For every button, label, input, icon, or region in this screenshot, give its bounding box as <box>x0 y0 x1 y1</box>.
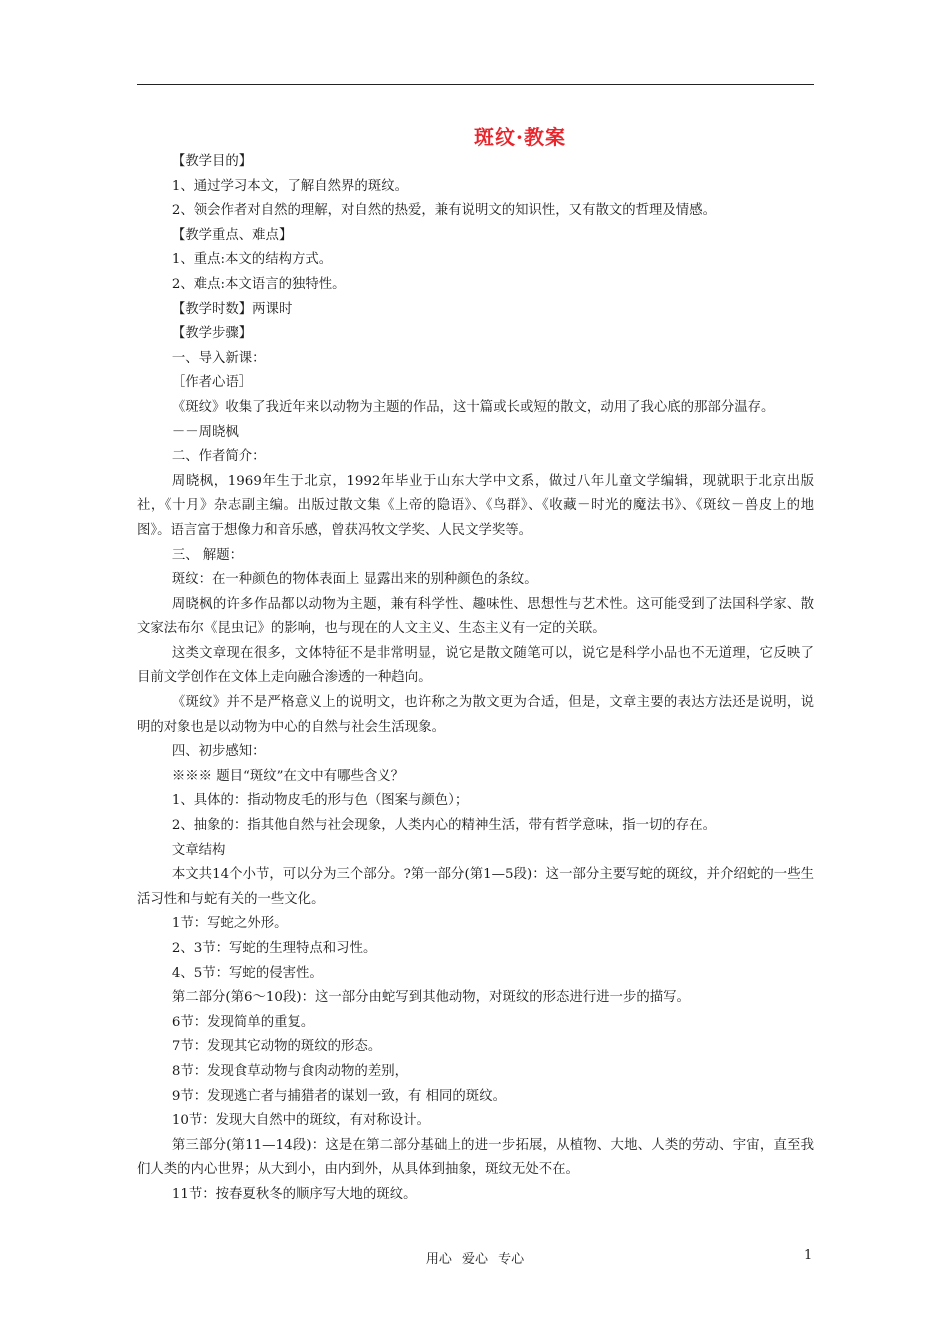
paragraph: 第三部分(第11—14段)：这是在第二部分基础上的进一步拓展，从植物、大地、人类的劳动、宇宙，直至我们人类的内心世界；从大到小，由内到外，从具体到抽象，斑纹无处不在。 <box>137 1137 814 1178</box>
paragraph: 三、 解题： <box>171 547 244 563</box>
page-number: 1 <box>804 1248 813 1263</box>
paragraph: 1节：写蛇之外形。 <box>171 916 288 932</box>
paragraph: 8节：发现食草动物与食肉动物的差别， <box>171 1063 408 1079</box>
paragraph: 2、领会作者对自然的理解，对自然的热爱，兼有说明文的知识性，又有散文的哲理及情感。 <box>171 203 716 219</box>
paragraph: ［作者心语］ <box>171 375 253 391</box>
page-footer: 用心 爱心 专心 <box>425 1252 525 1267</box>
paragraph: 【教学重点、难点】 <box>171 227 293 243</box>
paragraph: 9节：发现逃亡者与捕猎者的谋划一致，有 相同的斑纹。 <box>171 1088 506 1104</box>
paragraph: 2、抽象的：指其他自然与社会现象，人类内心的精神生活，带有哲学意味，指一切的存在。 <box>171 818 716 834</box>
paragraph: 四、初步感知： <box>171 744 266 760</box>
paragraph: 【教学步骤】 <box>171 326 253 342</box>
paragraph: 第二部分(第6～10段)：这一部分由蛇写到其他动物，对斑纹的形态进行进一步的描写。 <box>171 990 690 1006</box>
paragraph: 2、难点:本文语言的独特性。 <box>171 276 346 292</box>
paragraph: 1、通过学习本文，了解自然界的斑纹。 <box>171 178 408 194</box>
paragraph: 11节：按春夏秋冬的顺序写大地的斑纹。 <box>171 1186 417 1202</box>
paragraph: 1、具体的：指动物皮毛的形与色（图案与颜色）； <box>171 793 469 809</box>
paragraph: ※※※ 题目“斑纹”在文中有哪些含义？ <box>171 768 405 784</box>
paragraph: 6节：发现简单的重复。 <box>171 1014 315 1030</box>
paragraph: 10节：发现大自然中的斑纹，有对称设计。 <box>171 1113 430 1129</box>
paragraph: 本文共14个小节，可以分为三个部分。?第一部分(第1—5段)：这一部分主要写蛇的斑纹，并介绍蛇的一些生活习性和与蛇有关的一些文化。 <box>137 867 814 907</box>
paragraph: 【教学时数】两课时 <box>171 301 293 317</box>
paragraph: 周晓枫，1969年生于北京，1992年毕业于山东大学中文系，做过八年儿童文学编辑，现就职于北京出版社，《十月》杂志副主编。出版过散文集《上帝的隐语》、《鸟群》、《收藏－时光的魔法书》、《斑纹－兽皮上的地图》。语言富于想像力和音乐感，曾获冯牧文学奖、人民文学奖等。 <box>137 473 814 538</box>
paragraph: 1、重点:本文的结构方式。 <box>171 252 333 268</box>
paragraph: 2、3节：写蛇的生理特点和习性。 <box>171 941 377 956</box>
paragraph: 文章结构 <box>171 842 226 858</box>
document-title: 斑纹·教案 <box>474 125 566 149</box>
header-rule <box>137 84 814 85</box>
paragraph: 二、作者简介： <box>171 449 266 465</box>
document-body <box>137 150 814 1208</box>
paragraph: 《斑纹》并不是严格意义上的说明文，也许称之为散文更为合适，但是，文章主要的表达方法还是说明，说明的对象也是以动物为中心的自然与社会生活现象。 <box>137 695 814 735</box>
paragraph: －－周晓枫 <box>171 424 239 440</box>
paragraph: 这类文章现在很多，文体特征不是非常明显，说它是散文随笔可以，说它是科学小品也不无道理，它反映了目前文学创作在文体上走向融合渗透的一种趋向。 <box>137 645 814 686</box>
paragraph: 一、导入新课： <box>171 350 266 366</box>
paragraph: 周晓枫的许多作品都以动物为主题，兼有科学性、趣味性、思想性与艺术性。这可能受到了法国科学家、散文家法布尔《昆虫记》的影响，也与现在的人文主义、生态主义有一定的关联。 <box>137 596 814 637</box>
paragraph: 4、5节：写蛇的侵害性。 <box>171 965 323 981</box>
paragraph: 【教学目的】 <box>171 154 253 169</box>
paragraph: 斑纹：在一种颜色的物体表面上 显露出来的别种颜色的条纹。 <box>171 572 538 588</box>
paragraph: 7节：发现其它动物的斑纹的形态。 <box>171 1039 382 1055</box>
paragraph: 《斑纹》收集了我近年来以动物为主题的作品，这十篇或长或短的散文，动用了我心底的那部分温存。 <box>171 399 775 415</box>
